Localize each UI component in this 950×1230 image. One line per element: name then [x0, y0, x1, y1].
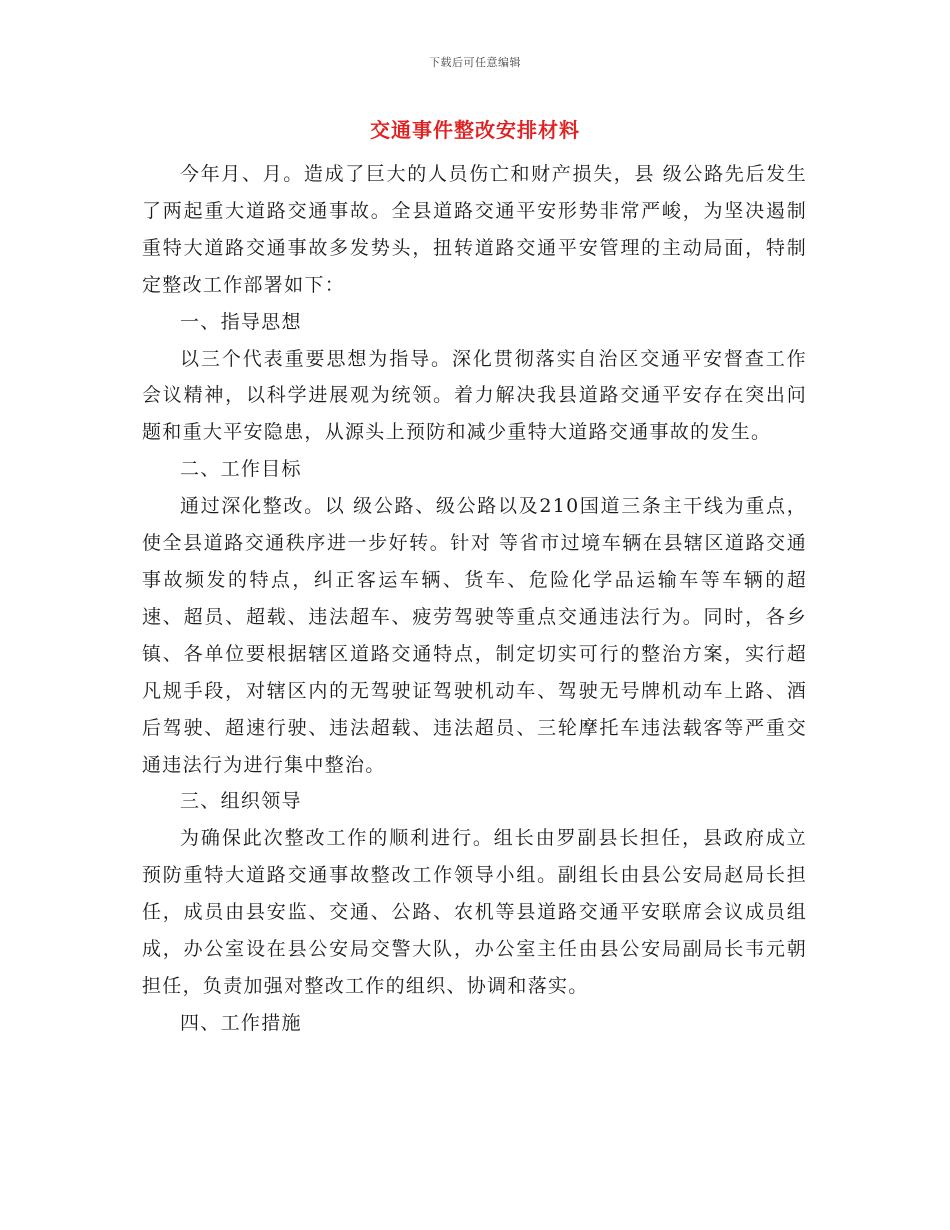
guiding-ideology-paragraph: 以三个代表重要思想为指导。深化贯彻落实自治区交通平安督查工作会议精神，以科学进展观为统领。着力解决我县道路交通平安存在突出问题和重大平安隐患，从源头上预防和减少重特大道路交通事故的发生。	[142, 347, 807, 444]
document-body	[142, 156, 807, 1042]
work-goals-paragraph: 通过深化整改。以 级公路、级公路以及210国道三条主干线为重点，使全县道路交通秩序进一步好转。针对 等省市过境车辆在县辖区道路交通事故频发的特点，纠正客运车辆、货车、危险化学品运输车等车辆的超速、超员、超载、违法超车、疲劳驾驶等重点交通违法行为。同时，各乡镇、各单位要根据辖区道路交通特点，制定切实可行的整治方案，实行超凡规手段，对辖区内的无驾驶证驾驶机动车、驾驶无号牌机动车上路、酒后驾驶、超速行驶、违法超载、违法超员、三轮摩托车违法载客等严重交通违法行为进行集中整治。	[142, 495, 807, 776]
header-note: 下载后可任意编辑	[429, 56, 521, 69]
organization-paragraph: 为确保此次整改工作的顺利进行。组长由罗副县长担任，县政府成立预防重特大道路交通事故整改工作领导小组。副组长由县公安局赵局长担任，成员由县安监、交通、公路、农机等县道路交通平安联席会议成员组成，办公室设在县公安局交警大队，办公室主任由县公安局副局长韦元朝担任，负责加强对整改工作的组织、协调和落实。	[142, 827, 807, 997]
section-heading-organization: 三、组织领导	[180, 790, 302, 813]
intro-paragraph: 今年月、月。造成了巨大的人员伤亡和财产损失，县 级公路先后发生了两起重大道路交通事故。全县道路交通平安形势非常严峻，为坚决遏制重特大道路交通事故多发势头，扭转道路交通平安管理的主动局面，特制定整改工作部署如下：	[142, 163, 807, 296]
section-heading-work-goals: 二、工作目标	[180, 458, 302, 481]
section-heading-guiding-ideology: 一、指导思想	[180, 310, 302, 333]
section-heading-work-measures: 四、工作措施	[180, 1011, 302, 1034]
document-title: 交通事件整改安排材料	[370, 118, 580, 142]
